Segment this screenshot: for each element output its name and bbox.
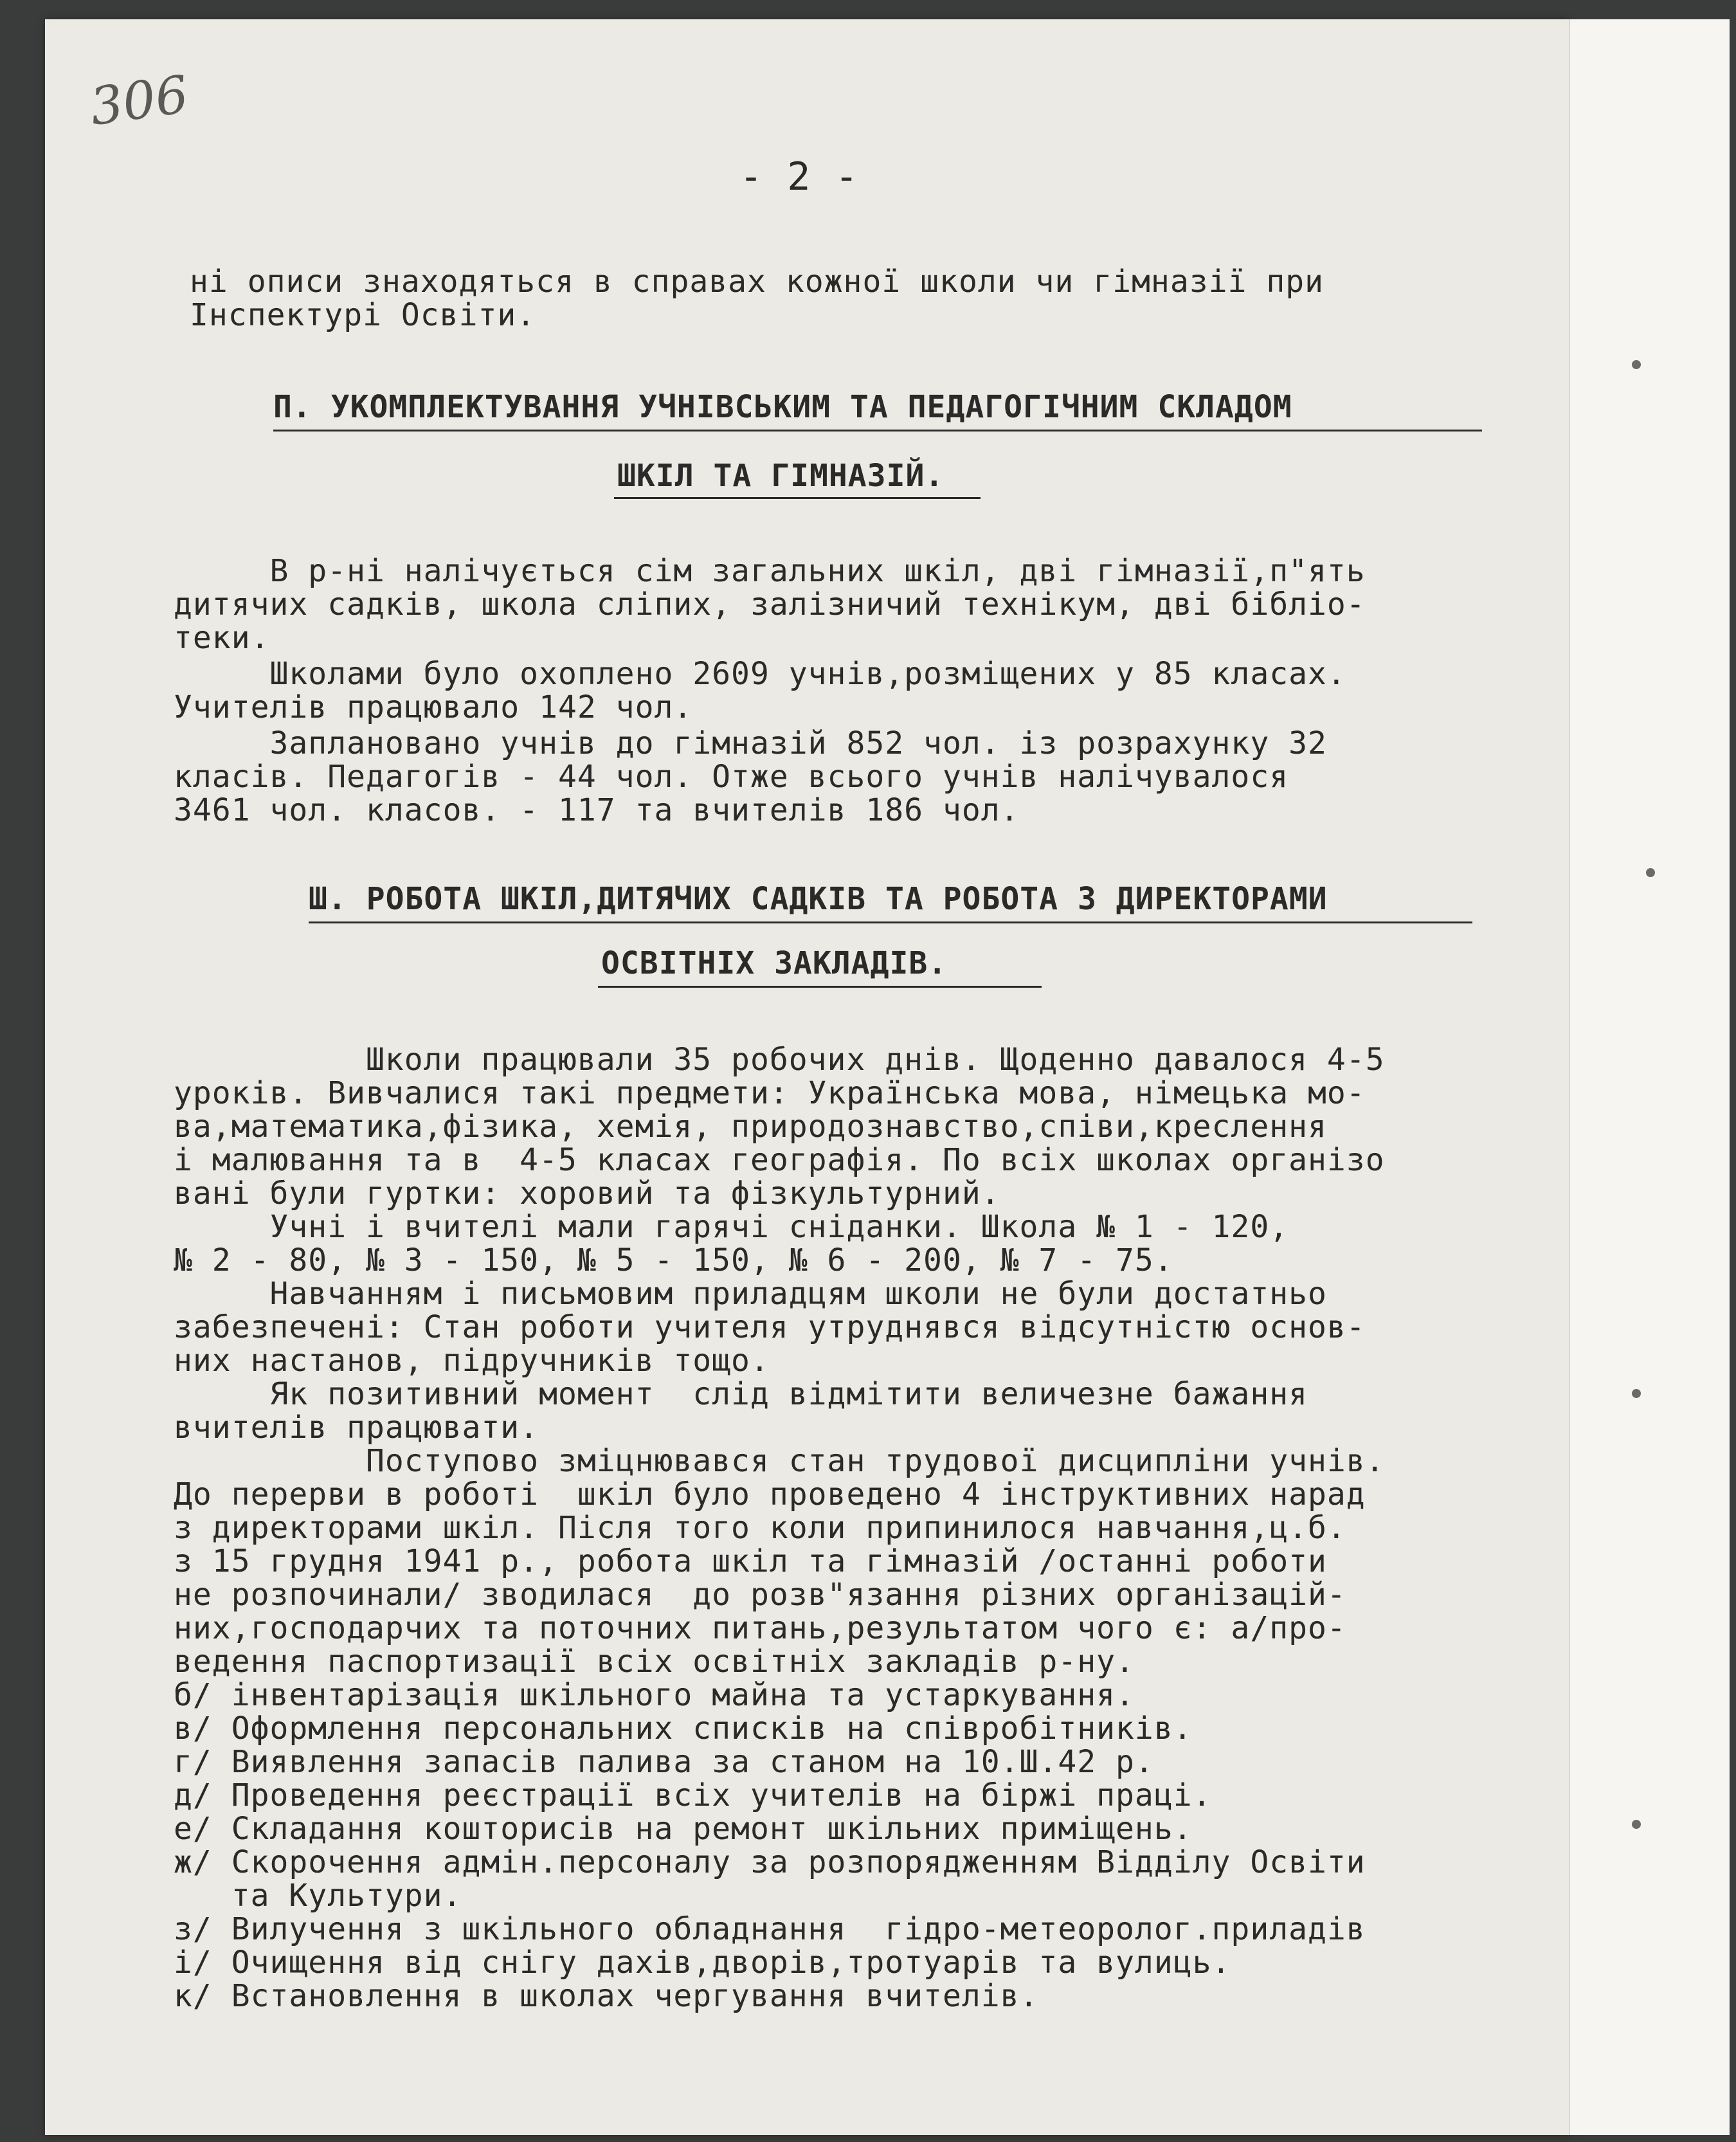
section-2-line: Школами було охоплено 2609 учнів,розміщених у 85 класах. <box>174 656 1346 692</box>
section-3-line: і/ Очищення від снігу дахів,дворів,тротуарів та вулиць. <box>174 1945 1231 1981</box>
section-3-line: і малювання та в 4-5 класах географія. По всіх школах організо <box>174 1142 1385 1178</box>
section-3-line: Поступово зміцнювався стан трудової дисципліни учнів. <box>174 1443 1385 1479</box>
section-2-heading: П. УКОМПЛЕКТУВАННЯ УЧНІВСЬКИМ ТА ПЕДАГОГІЧНИМ СКЛАДОМ <box>273 389 1292 425</box>
section-3-line: № 2 - 80, № 3 - 150, № 5 - 150, № 6 - 200, № 7 - 75. <box>174 1242 1173 1278</box>
binding-hole <box>1632 1820 1641 1829</box>
section-3-line: Як позитивний момент слід відмітити величезне бажання <box>174 1376 1308 1412</box>
section-3-line: уроків. Вивчалися такі предмети: Українська мова, німецька мо- <box>174 1075 1366 1111</box>
section-3-line: До перерви в роботі шкіл було проведено 4 інструктивних нарад <box>174 1476 1366 1512</box>
section-2-line: В р-ні налічується сім загальних шкіл, дві гімназії,п"ять <box>174 553 1366 589</box>
section-3-line: в/ Оформлення персональних списків на співробітників. <box>174 1711 1193 1747</box>
binding-hole <box>1632 360 1641 369</box>
section-3-line: Школи працювали 35 робочих днів. Щоденно давалося 4-5 <box>174 1042 1385 1078</box>
section-3-line: б/ інвентарізація шкільного майна та устаркування. <box>174 1677 1135 1713</box>
section-3-line: ведення паспортизації всіх освітніх закладів р-ну. <box>174 1644 1135 1680</box>
paper-edge-strip <box>1569 19 1730 2135</box>
heading-underline <box>273 430 1482 431</box>
section-2-line: теки. <box>174 620 270 656</box>
section-3-line: к/ Встановлення в школах чергування вчителів. <box>174 1978 1039 2014</box>
section-3-line: не розпочинали/ зводилася до розв"язання різних організацій- <box>174 1577 1346 1613</box>
section-2-line: 3461 чол. класов. - 117 та вчителів 186 чол. <box>174 792 1020 828</box>
section-3-line: Учні і вчителі мали гарячі сніданки. Школа № 1 - 120, <box>174 1209 1289 1245</box>
section-3-line: з/ Вилучення з шкільного обладнання гідро-метеоролог.приладів <box>174 1911 1366 1947</box>
section-2-line: Учителів працювало 142 чол. <box>174 689 693 725</box>
heading-underline <box>309 921 1472 923</box>
section-3-heading-cont: ОСВІТНІХ ЗАКЛАДІВ. <box>601 945 948 981</box>
section-3-line: ж/ Скорочення адмін.персоналу за розпорядженням Відділу Освіти <box>174 1844 1366 1880</box>
section-3-line: них,господарчих та поточних питань,результатом чого є: а/про- <box>174 1610 1346 1646</box>
section-3-line: них настанов, підручників тощо. <box>174 1343 770 1379</box>
section-3-heading: Ш. РОБОТА ШКІЛ,ДИТЯЧИХ САДКІВ ТА РОБОТА З ДИРЕКТОРАМИ <box>309 881 1328 917</box>
intro-line: ні описи знаходяться в справах кожної школи чи гімназії при <box>190 264 1325 300</box>
section-2-line: дитячих садків, школа сліпих, залізничий технікум, дві бібліо- <box>174 586 1366 622</box>
binding-hole <box>1646 868 1655 877</box>
section-3-line: з директорами шкіл. Після того коли припинилося навчання,ц.б. <box>174 1510 1346 1546</box>
section-3-line: ва,математика,фізика, хемія, природознавство,співи,креслення <box>174 1109 1327 1145</box>
intro-line: Інспектурі Освіти. <box>190 297 536 333</box>
heading-underline <box>614 497 981 499</box>
heading-underline <box>598 986 1042 988</box>
section-3-line: г/ Виявлення запасів палива за станом на 10.Ш.42 р. <box>174 1744 1154 1780</box>
section-2-line: класів. Педагогів - 44 чол. Отже всього учнів налічувалося <box>174 759 1289 795</box>
handwritten-page-number: 306 <box>86 64 192 138</box>
section-3-line: д/ Проведення реєстрації всіх учителів на біржі праці. <box>174 1777 1212 1813</box>
section-3-line: вані були гуртки: хоровий та фізкультурний. <box>174 1175 1000 1212</box>
page-number: - 2 - <box>739 154 859 199</box>
section-3-line: вчителів працювати. <box>174 1410 539 1446</box>
section-2-line: Заплановано учнів до гімназій 852 чол. із розрахунку 32 <box>174 725 1327 761</box>
binding-hole <box>1632 1389 1641 1398</box>
section-3-line: забезпечені: Стан роботи учителя утруднявся відсутністю основ- <box>174 1309 1366 1345</box>
section-2-heading-cont: ШКІЛ ТА ГІМНАЗІЙ. <box>617 458 945 494</box>
section-3-line: Навчанням і письмовим приладцям школи не були достатньо <box>174 1276 1327 1312</box>
section-3-line: та Культури. <box>174 1878 462 1914</box>
section-3-line: з 15 грудня 1941 р., робота шкіл та гімназій /останні роботи <box>174 1543 1327 1579</box>
section-3-line: е/ Складання кошторисів на ремонт шкільних приміщень. <box>174 1811 1193 1847</box>
